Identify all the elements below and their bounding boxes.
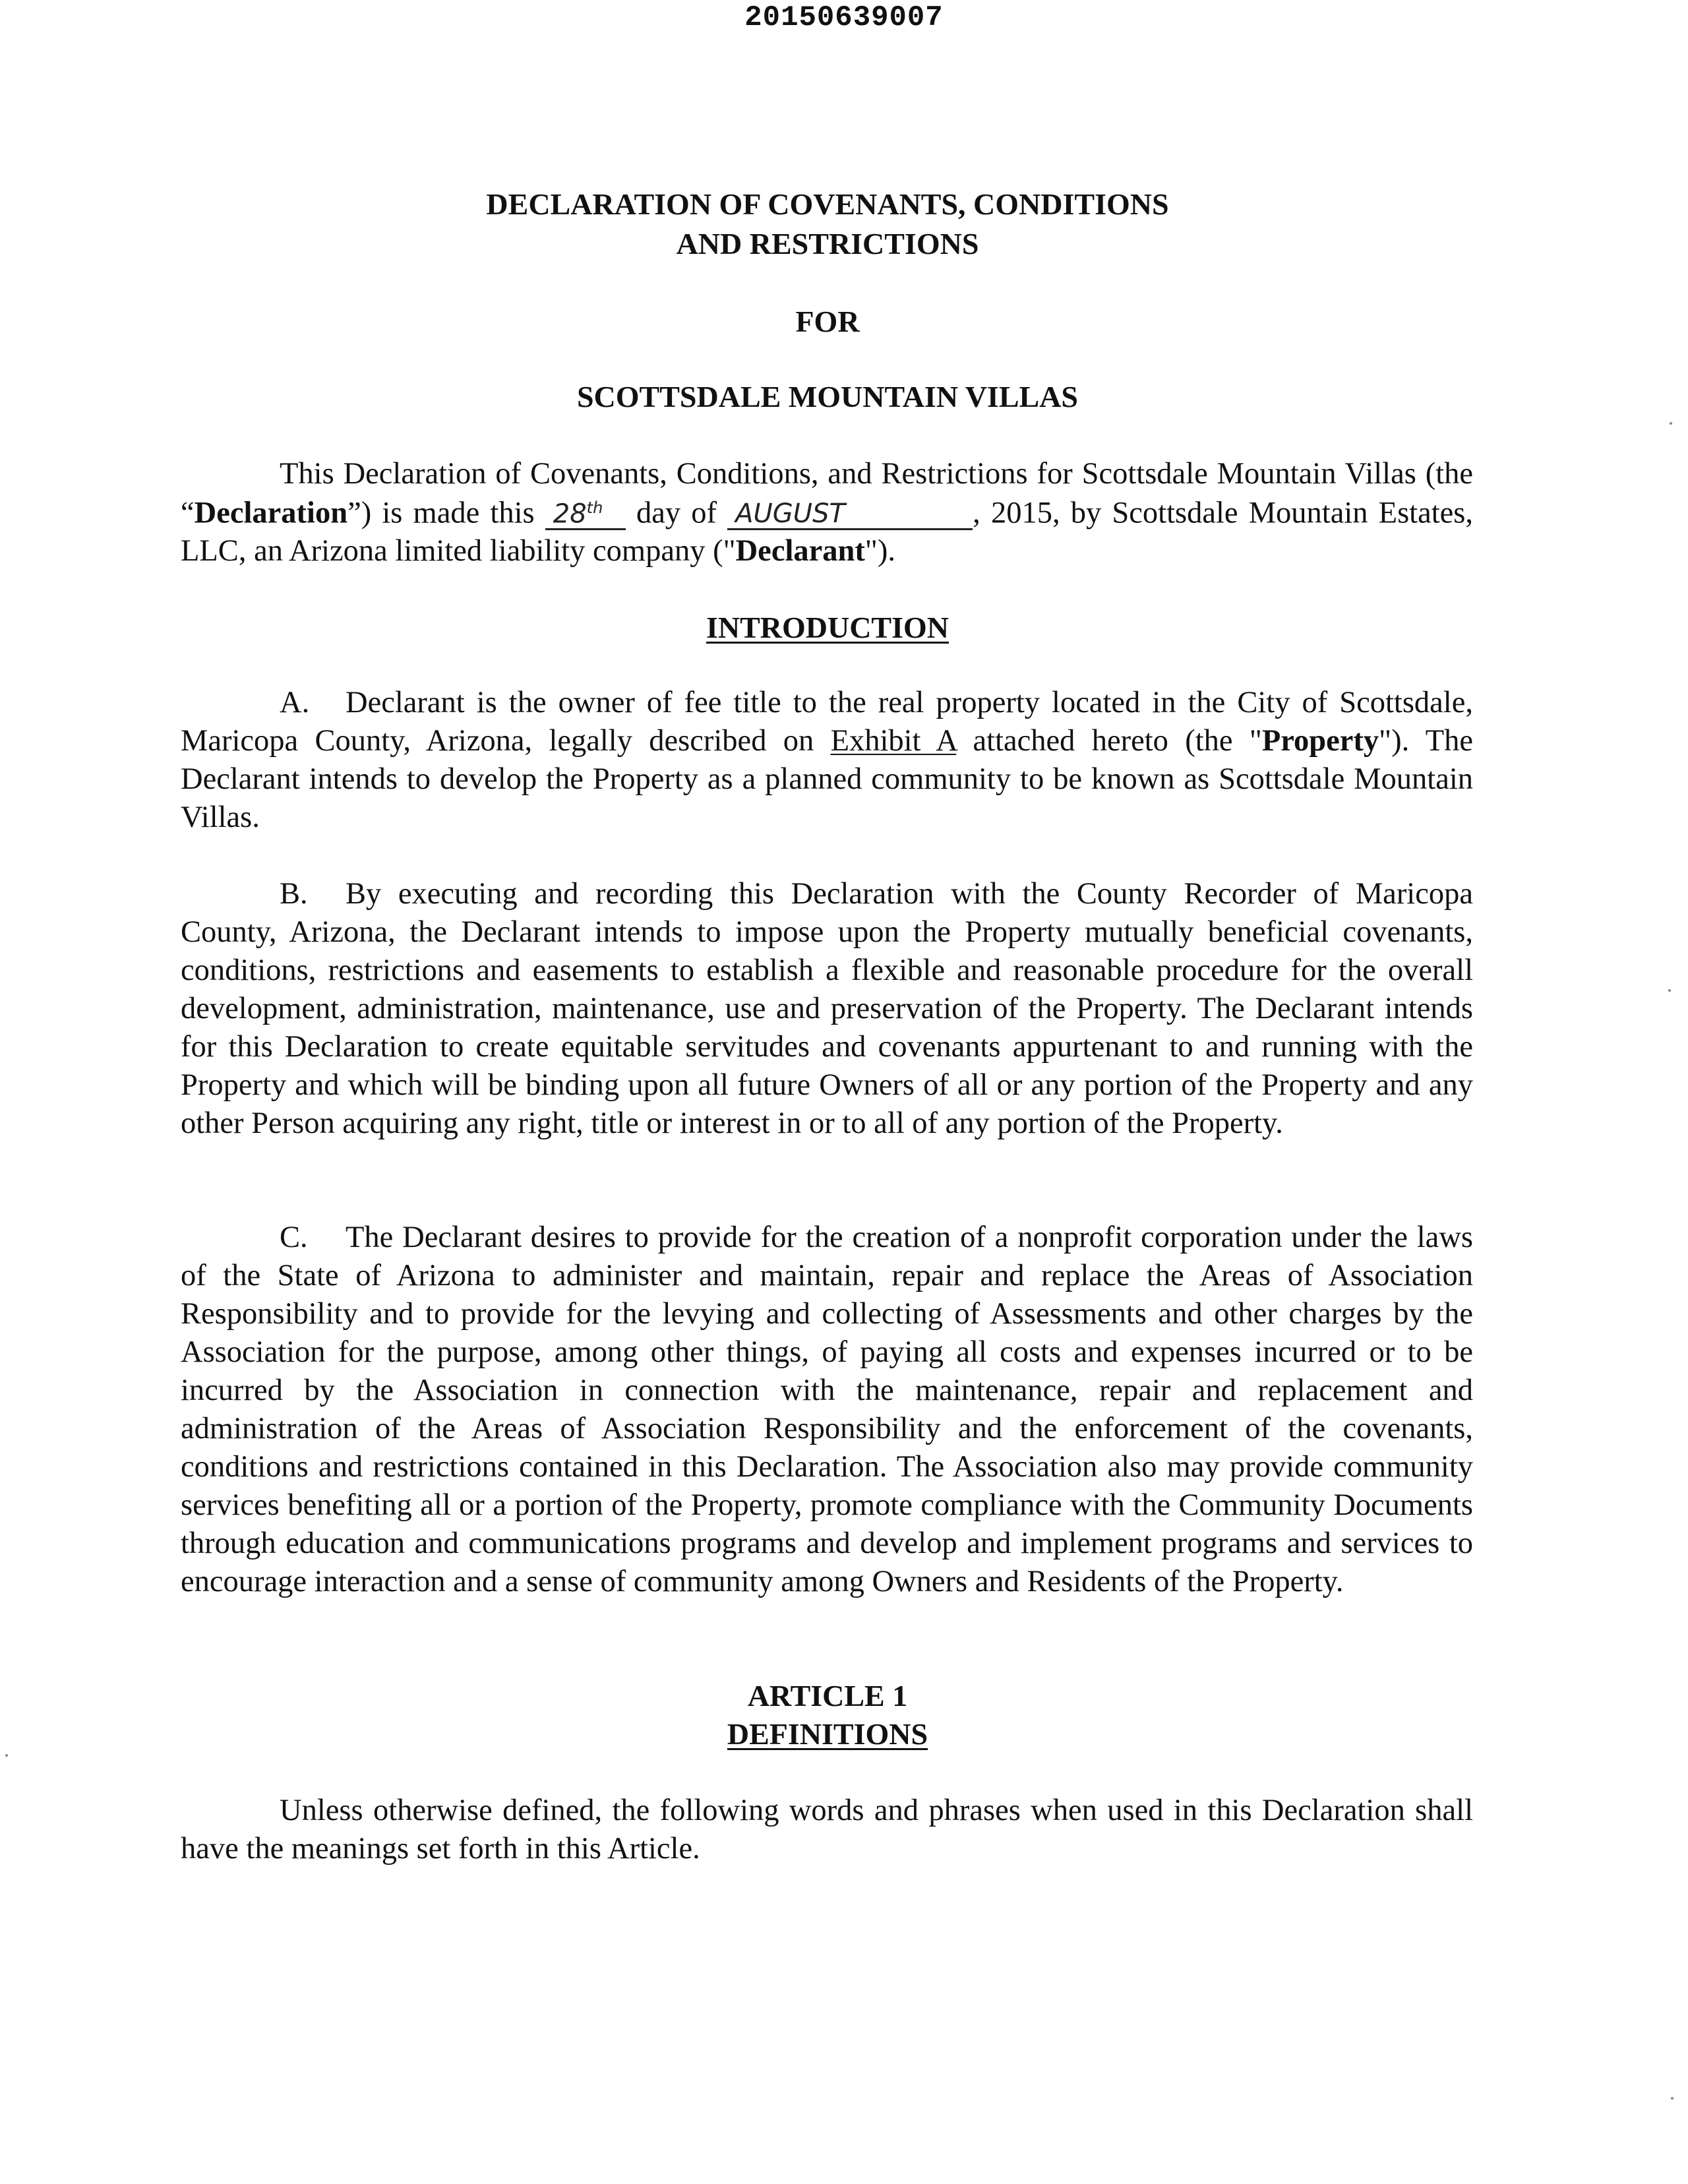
paragraph-a: A. Declarant is the owner of fee title to the real property located in the City of Scottsdale, Maricopa County, Arizona, legally described on Exhibit A attached hereto (the "Property"). The Declarant intends to develop the Property as a planned community to be known as Scottsdale Mountain Villas.	[181, 684, 1473, 837]
scan-speck	[5, 1754, 8, 1757]
declaration-term: Declaration	[194, 496, 348, 530]
recording-number: 20150639007	[744, 1, 944, 34]
definitions-intro: Unless otherwise defined, the following words and phrases when used in this Declaration shall have the meanings set forth in this Article.	[181, 1794, 1473, 1866]
preamble-paragraph	[181, 455, 1473, 570]
paragraph-c-label: C.	[280, 1221, 308, 1254]
article-1-heading: ARTICLE 1	[747, 1679, 908, 1713]
paragraph-b-label: B.	[280, 877, 308, 911]
project-name: SCOTTSDALE MOUNTAIN VILLAS	[576, 380, 1079, 413]
preamble-year: , 2015, by Scottsdale Mountain Estates, LLC, an Arizona limited liability company ("	[181, 496, 1474, 568]
definitions-heading: DEFINITIONS	[727, 1717, 928, 1751]
scan-speck	[1670, 422, 1672, 425]
title-line-2: AND RESTRICTIONS	[676, 227, 979, 260]
title-for: FOR	[795, 305, 860, 338]
introduction-heading: INTRODUCTION	[706, 611, 950, 644]
exhibit-a-reference: Exhibit A	[830, 724, 957, 758]
preamble-lead: This Declaration of Covenants, Conditions, and Restrictions for Scottsdale Mountain Villas (the “	[181, 457, 1473, 530]
scan-speck	[1668, 989, 1671, 992]
preamble-end: ").	[864, 534, 895, 568]
paragraph-b: B. By executing and recording this Declaration with the County Recorder of Maricopa County, Arizona, the Declarant intends to impose upon the Property mutually beneficial covenants, conditions, restrictions and easements to establish a flexible and reasonable procedure for the overall development, administration, maintenance, use and preservation of the Property. The Declarant intends for this Declaration to create equitable servitudes and covenants appurtenant to and running with the Property and which will be binding upon all future Owners of all or any portion of the Property and any other Person acquiring any right, title or interest in or to all of any portion of the Property.	[181, 875, 1473, 1143]
preamble-mid: ”) is made this	[347, 496, 535, 530]
property-term: Property	[1261, 724, 1379, 758]
scan-speck	[1671, 2097, 1673, 2100]
paragraph-a-label: A.	[280, 686, 310, 719]
paragraph-c: C. The Declarant desires to provide for the creation of a nonprofit corporation under the laws of the State of Arizona to administer and maintain, repair and replace the Areas of Association Responsibility and to provide for the levying and collecting of Assessments and other charges by the Association for the purpose, among other things, of paying all costs and expenses incurred or to be incurred by the Association in connection with the maintenance, repair and replacement and administration of the Areas of Association Responsibility and the enforcement of the covenants, conditions and restrictions contained in this Declaration. The Association also may provide community services benefiting all or a portion of the Property, promote compliance with the Community Documents through education and communications programs and develop and implement programs and services to encourage interaction and a sense of community among Owners and Residents of the Property.	[181, 1219, 1473, 1601]
title-line-1: DECLARATION OF COVENANTS, CONDITIONS	[486, 187, 1169, 221]
handwritten-day: 28th	[545, 493, 626, 530]
preamble-day-of: day of	[636, 496, 717, 530]
handwritten-month: AUGUST	[727, 499, 973, 530]
declarant-term: Declarant	[735, 534, 865, 568]
